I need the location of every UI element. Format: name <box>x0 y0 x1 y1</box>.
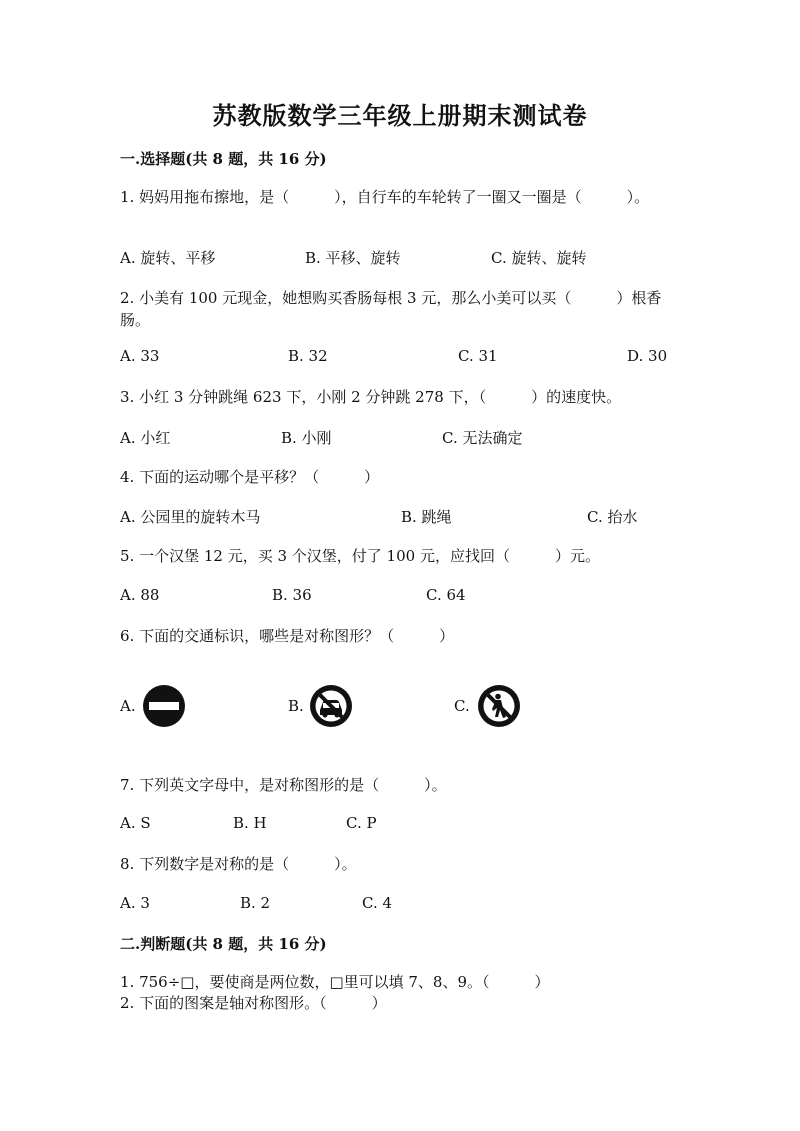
question-2-stem: 2. 小美有 100 元现金，她想购买香肠每根 3 元，那么小美可以买（ ）根香肠。 <box>120 289 662 329</box>
question-8-stem: 8. 下列数字是对称的是（ ）。 <box>120 855 357 873</box>
question-6-options <box>120 683 700 733</box>
option-b[interactable]: B. 平移、旋转 <box>305 249 401 267</box>
section-heading-judge: 二.判断题(共 8 题，共 16 分) <box>120 935 327 953</box>
question-7-options <box>120 814 700 836</box>
option-b[interactable]: B. 2 <box>240 894 271 912</box>
option-a[interactable]: A. 旋转、平移 <box>120 249 216 267</box>
question-7-stem: 7. 下列英文字母中，是对称图形的是（ ）。 <box>120 776 447 794</box>
option-d[interactable]: D. 30 <box>627 347 668 365</box>
option-c[interactable]: C. 无法确定 <box>442 429 523 447</box>
option-c[interactable]: C. <box>454 697 470 715</box>
option-c[interactable]: C. 旋转、旋转 <box>491 249 587 267</box>
option-c[interactable]: C. 64 <box>426 586 466 604</box>
section-heading-choice: 一.选择题(共 8 题，共 16 分) <box>120 150 327 168</box>
option-a[interactable]: A. S <box>120 814 151 832</box>
question-4-stem: 4. 下面的运动哪个是平移？（ ） <box>120 468 380 486</box>
option-c[interactable]: C. 抬水 <box>587 508 638 526</box>
option-c[interactable]: C. P <box>346 814 377 832</box>
page-title: 苏教版数学三年级上册期末测试卷 <box>212 101 588 130</box>
no-motor-vehicle-sign-icon <box>308 683 354 729</box>
question-1-options <box>120 247 700 269</box>
question-3-options <box>120 427 700 449</box>
no-pedestrian-sign-icon <box>476 683 522 729</box>
option-a[interactable]: A. 33 <box>120 347 160 365</box>
option-b[interactable]: B. 跳绳 <box>401 508 452 526</box>
judge-question-1-stem: 1. 756÷□，要使商是两位数，□里可以填 7、8、9。（ ） <box>120 973 550 991</box>
option-a[interactable]: A. 88 <box>120 586 160 604</box>
question-4-options <box>120 506 700 528</box>
option-a[interactable]: A. <box>120 697 136 715</box>
option-a[interactable]: A. 3 <box>120 894 150 912</box>
option-a[interactable]: A. 公园里的旋转木马 <box>120 508 261 526</box>
question-5-stem: 5. 一个汉堡 12 元，买 3 个汉堡，付了 100 元，应找回（ ）元。 <box>120 547 600 565</box>
option-b[interactable]: B. 小刚 <box>281 429 332 447</box>
question-1-stem: 1. 妈妈用拖布擦地，是（ ），自行车的车轮转了一圈又一圈是（ ）。 <box>120 188 650 206</box>
question-5-options <box>120 586 700 608</box>
option-c[interactable]: C. 31 <box>458 347 498 365</box>
question-2-options <box>120 347 700 369</box>
option-b[interactable]: B. <box>288 697 304 715</box>
option-a[interactable]: A. 小红 <box>120 429 171 447</box>
no-entry-sign-icon <box>141 683 187 729</box>
option-c[interactable]: C. 4 <box>362 894 393 912</box>
question-3-stem: 3. 小红 3 分钟跳绳 623 下，小刚 2 分钟跳 278 下，（ ）的速度快。 <box>120 388 622 406</box>
judge-question-2-stem: 2. 下面的图案是轴对称图形。（ ） <box>120 994 387 1012</box>
question-6-stem: 6. 下面的交通标识，哪些是对称图形？（ ） <box>120 627 455 645</box>
option-b[interactable]: B. H <box>233 814 267 832</box>
question-8-options <box>120 894 700 916</box>
option-b[interactable]: B. 36 <box>272 586 312 604</box>
option-b[interactable]: B. 32 <box>288 347 328 365</box>
